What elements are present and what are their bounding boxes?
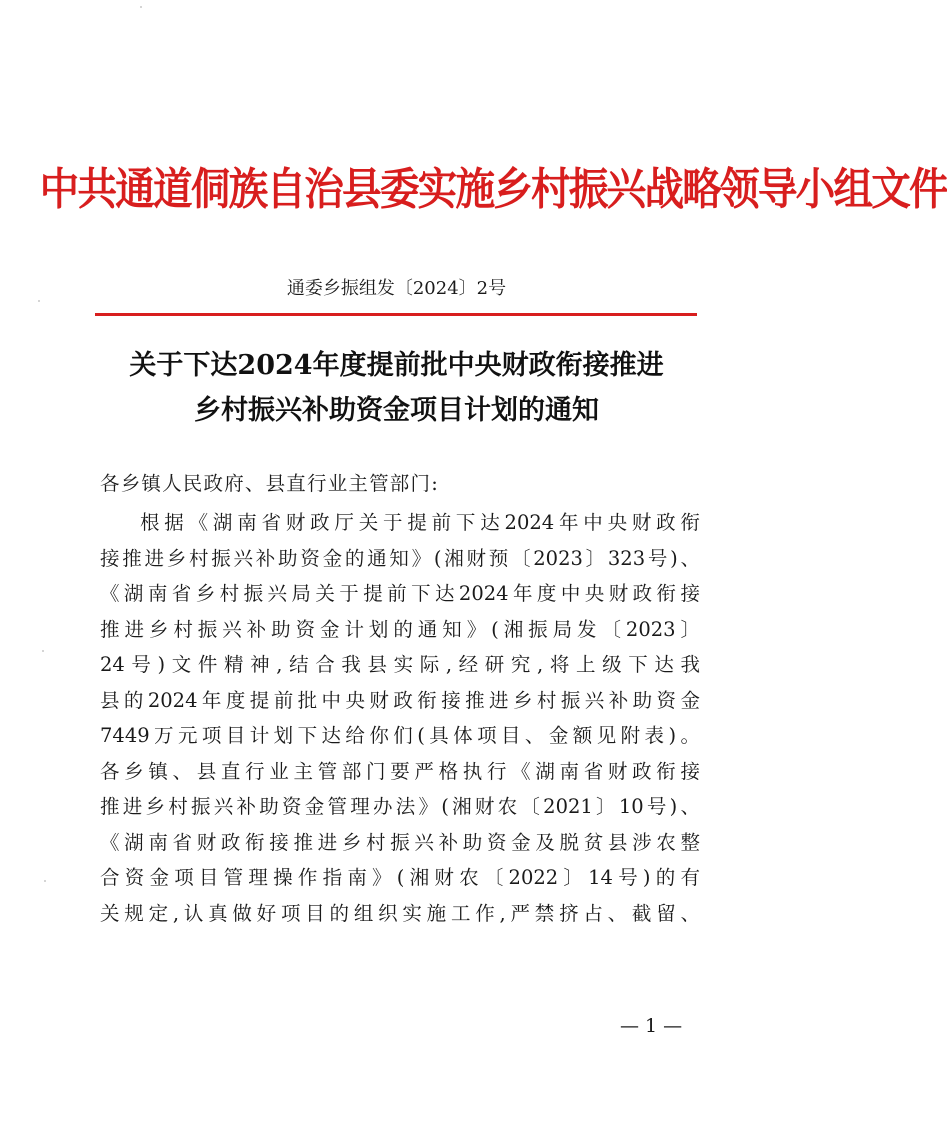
body-line: 7449万元项目计划下达给你们(具体项目、金额见附表)。 xyxy=(100,724,700,747)
scan-speck xyxy=(38,300,40,302)
salutation: 各乡镇人民政府、县直行业主管部门: xyxy=(100,472,439,495)
red-separator-line xyxy=(95,313,697,316)
notice-title xyxy=(60,343,733,433)
body-line: 各乡镇、县直行业主管部门要严格执行《湖南省财政衔接 xyxy=(100,759,700,783)
red-letterhead-title: 中共通道侗族自治县委实施乡村振兴战略领导小组文件 xyxy=(39,164,947,215)
scan-speck xyxy=(42,650,44,652)
body-line: 接推进乡村振兴补助资金的通知》(湘财预〔2023〕323号)、 xyxy=(100,546,700,570)
body-line: 关规定,认真做好项目的组织实施工作,严禁挤占、截留、 xyxy=(100,901,700,925)
scan-speck xyxy=(140,6,142,8)
body-line: 合资金项目管理操作指南》(湘财农〔2022〕14号)的有 xyxy=(100,866,700,889)
body-line: 《湖南省乡村振兴局关于提前下达2024年度中央财政衔接 xyxy=(100,582,700,605)
page-number: — 1 — xyxy=(620,1015,683,1037)
body-line: 《湖南省财政衔接推进乡村振兴补助资金及脱贫县涉农整 xyxy=(100,830,700,854)
body-line: 根据《湖南省财政厅关于提前下达2024年中央财政衔 xyxy=(140,511,700,534)
notice-title-line-1: 关于下达2024年度提前批中央财政衔接推进 xyxy=(129,350,664,381)
body-line: 推进乡村振兴补助资金计划的通知》(湘振局发〔2023〕 xyxy=(100,617,700,641)
body-line: 县的2024年度提前批中央财政衔接推进乡村振兴补助资金 xyxy=(100,688,700,712)
body-line: 24号)文件精神,结合我县实际,经研究,将上级下达我 xyxy=(100,653,700,676)
notice-title-line-2: 乡村振兴补助资金项目计划的通知 xyxy=(194,395,599,426)
body-line: 推进乡村振兴补助资金管理办法》(湘财农〔2021〕10号)、 xyxy=(100,795,700,818)
scan-speck xyxy=(44,880,46,882)
document-number: 通委乡振组发〔2024〕2号 xyxy=(286,278,507,299)
body-text xyxy=(100,505,700,931)
